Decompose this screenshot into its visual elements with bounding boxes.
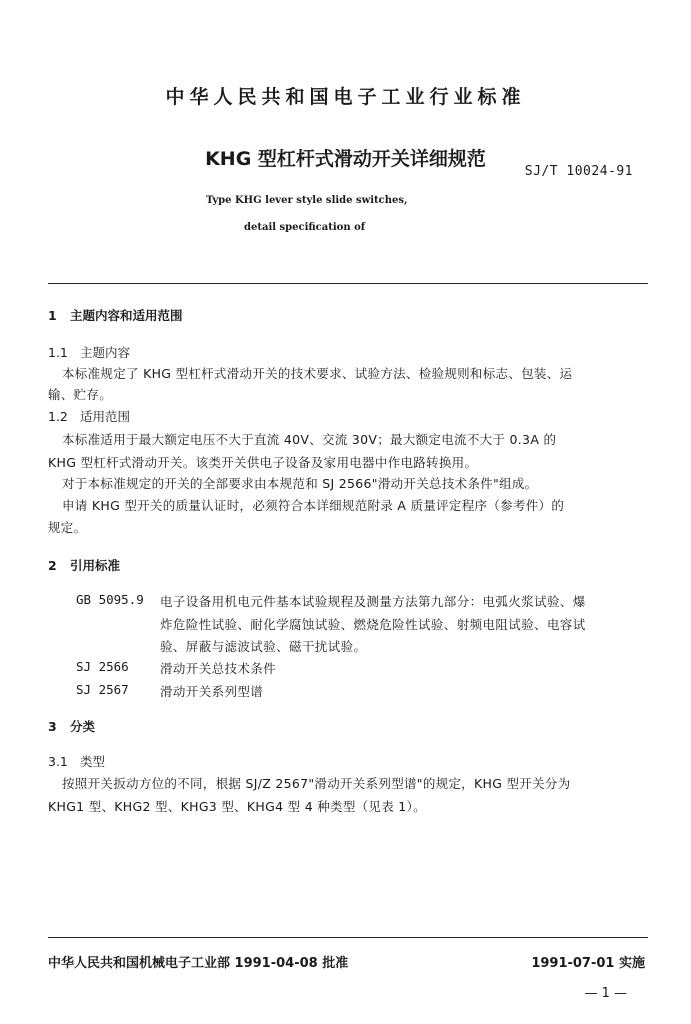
standard-number: SJ/T 10024-91 (524, 164, 633, 179)
subsection-number: 3.1 (48, 754, 68, 769)
page-number: — 1 — (584, 986, 627, 1001)
subsection-1-2-heading (48, 407, 130, 425)
reference-code: SJ 2566 (76, 659, 129, 674)
subsection-1-1-heading (48, 343, 130, 361)
paragraph-line: 本标准适用于最大额定电压不大于直流 40V、交流 30V；最大额定电流不大于 0.3A 的 (62, 432, 557, 447)
section-2-heading (48, 556, 120, 574)
paragraph-line: KHG1 型、KHG2 型、KHG3 型、KHG4 型 4 种类型（见表 1）。 (48, 799, 426, 814)
english-title-line2: detail specification of (244, 222, 366, 233)
section-number: 3 (48, 719, 57, 734)
reference-title-line: 电子设备用机电元件基本试验规程及测量方法第九部分：电弧火浆试验、爆 (160, 594, 586, 609)
section-number: 2 (48, 558, 57, 573)
section-title: 分类 (70, 719, 96, 734)
reference-title-line: 滑动开关总技术条件 (160, 661, 277, 676)
subsection-title: 适用范围 (80, 409, 131, 424)
subsection-3-1-heading (48, 752, 105, 770)
approval-statement: 中华人民共和国机械电子工业部 1991-04-08 批准 (48, 956, 349, 971)
reference-code: SJ 2567 (76, 682, 129, 697)
implementation-date: 1991-07-01 实施 (531, 956, 645, 971)
section-1-heading (48, 306, 183, 324)
paragraph-line: 本标准规定了 KHG 型杠杆式滑动开关的技术要求、试验方法、检验规则和标志、包装、运 (62, 366, 573, 381)
section-title: 主题内容和适用范围 (70, 308, 183, 323)
section-title: 引用标准 (70, 558, 121, 573)
issuer-heading: 中华人民共和国电子工业行业标准 (165, 86, 526, 108)
section-number: 1 (48, 308, 57, 323)
reference-title-line: 验、屏蔽与滤波试验、磁干扰试验。 (160, 639, 367, 654)
subsection-number: 1.1 (48, 345, 68, 360)
bottom-divider (48, 937, 648, 938)
reference-title-line: 滑动开关系列型谱 (160, 684, 264, 699)
paragraph-line: 按照开关扳动方位的不同，根据 SJ/Z 2567"滑动开关系列型谱"的规定，KHG 型开关分为 (62, 776, 571, 791)
section-3-heading (48, 717, 95, 735)
paragraph-line: 规定。 (48, 520, 87, 535)
subsection-title: 类型 (80, 754, 106, 769)
paragraph-line: 申请 KHG 型开关的质量认证时，必须符合本详细规范附录 A 质量评定程序（参考件）的 (62, 498, 565, 513)
paragraph-line: KHG 型杠杆式滑动开关。该类开关供电子设备及家用电器中作电路转换用。 (48, 455, 478, 470)
paragraph-line: 对于本标准规定的开关的全部要求由本规范和 SJ 2566"滑动开关总技术条件"组成。 (62, 476, 538, 491)
reference-title-line: 炸危险性试验、耐化学腐蚀试验、燃烧危险性试验、射频电阻试验、电容试 (160, 617, 586, 632)
document-title: KHG 型杠杆式滑动开关详细规范 (205, 148, 486, 170)
subsection-title: 主题内容 (80, 345, 131, 360)
reference-code: GB 5095.9 (76, 592, 144, 607)
paragraph-line: 输、贮存。 (48, 387, 113, 402)
top-divider (48, 283, 648, 284)
subsection-number: 1.2 (48, 409, 68, 424)
english-title-line1: Type KHG lever style slide switches, (206, 195, 408, 206)
